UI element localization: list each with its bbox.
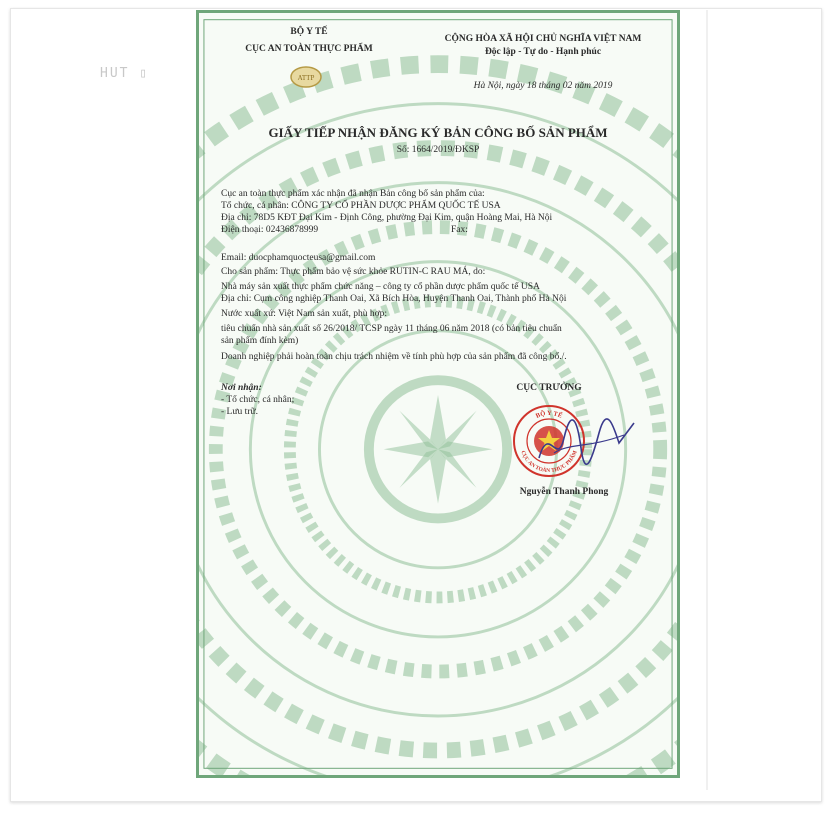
organization: Tổ chức, cá nhân: CÔNG TY CỔ PHẦN DƯỢC PHẨM QUỐC TẾ USA — [221, 201, 501, 211]
place-and-date: Hà Nội, ngày 18 tháng 02 năm 2019 — [473, 81, 613, 91]
recipients-heading: Nơi nhận: — [221, 383, 262, 393]
product: Cho sản phẩm: Thực phẩm bảo vệ sức khỏe RUTIN-C RAU MÁ, do: — [221, 267, 486, 277]
signature-icon — [529, 413, 639, 473]
manufacturer: Nhà máy sản xuất thực phẩm chức năng – công ty cổ phần dược phẩm quốc tế USA — [221, 282, 540, 292]
background-text-fragment: HUT ▯ — [100, 66, 150, 81]
standard-line-1: tiêu chuẩn nhà sản xuất số 26/2018/ TCSP ngày 11 tháng 06 năm 2018 (có bản tiêu chuẩn — [221, 324, 562, 334]
svg-text:CỤC AN TOÀN THỰC PHẨM: CỤC AN TOÀN THỰC PHẨM — [519, 449, 579, 475]
phone: Điện thoại: 02436878999 — [221, 225, 319, 235]
fax: Fax: — [451, 225, 468, 235]
certificate-document — [196, 10, 680, 778]
recipient-item-2: - Lưu trữ. — [221, 407, 258, 417]
agency-logo-icon — [289, 65, 323, 89]
standard-line-2: sản phẩm đính kèm) — [221, 336, 299, 346]
national-motto: Độc lập - Tự do - Hạnh phúc — [484, 47, 602, 57]
signatory-title: CỤC TRƯỞNG — [516, 383, 582, 393]
responsibility-statement: Doanh nghiệp phải hoàn toàn chịu trách nhiệm về tính phù hợp của sản phẩm đã công bố./. — [221, 352, 567, 362]
divider-line — [706, 10, 708, 790]
svg-text:BỘ Y TẾ: BỘ Y TẾ — [534, 409, 564, 420]
svg-text:ATTP: ATTP — [297, 74, 315, 82]
email: Email: duocphamquocteusa@gmail.com — [221, 253, 376, 263]
factory-address: Địa chỉ: Cụm công nghiệp Thanh Oai, Xã Bích Hòa, Huyện Thanh Oai, Thành phố Hà Nội — [221, 294, 567, 304]
recipient-item-1: - Tổ chức, cá nhân; — [221, 395, 295, 405]
intro-text: Cục an toàn thực phẩm xác nhận đã nhận Bản công bố sản phẩm của: — [221, 189, 485, 199]
ministry-name: BỘ Y TẾ — [290, 27, 328, 37]
origin: Nước xuất xứ: Việt Nam sản xuất, phù hợp: — [221, 309, 388, 319]
agency-name: CỤC AN TOÀN THỰC PHẨM — [245, 44, 373, 54]
document-number: Số: 1664/2019/ĐKSP — [396, 145, 480, 155]
signatory-name: Nguyễn Thanh Phong — [519, 487, 609, 497]
republic-name: CỘNG HÒA XÃ HỘI CHỦ NGHĨA VIỆT NAM — [444, 34, 642, 44]
organization-address: Địa chỉ: 78D5 KĐT Đại Kim - Định Công, phường Đại Kim, quận Hoàng Mai, Hà Nội — [221, 213, 553, 223]
document-title: GIẤY TIẾP NHẬN ĐĂNG KÝ BẢN CÔNG BỐ SẢN PHẨM — [268, 125, 608, 140]
